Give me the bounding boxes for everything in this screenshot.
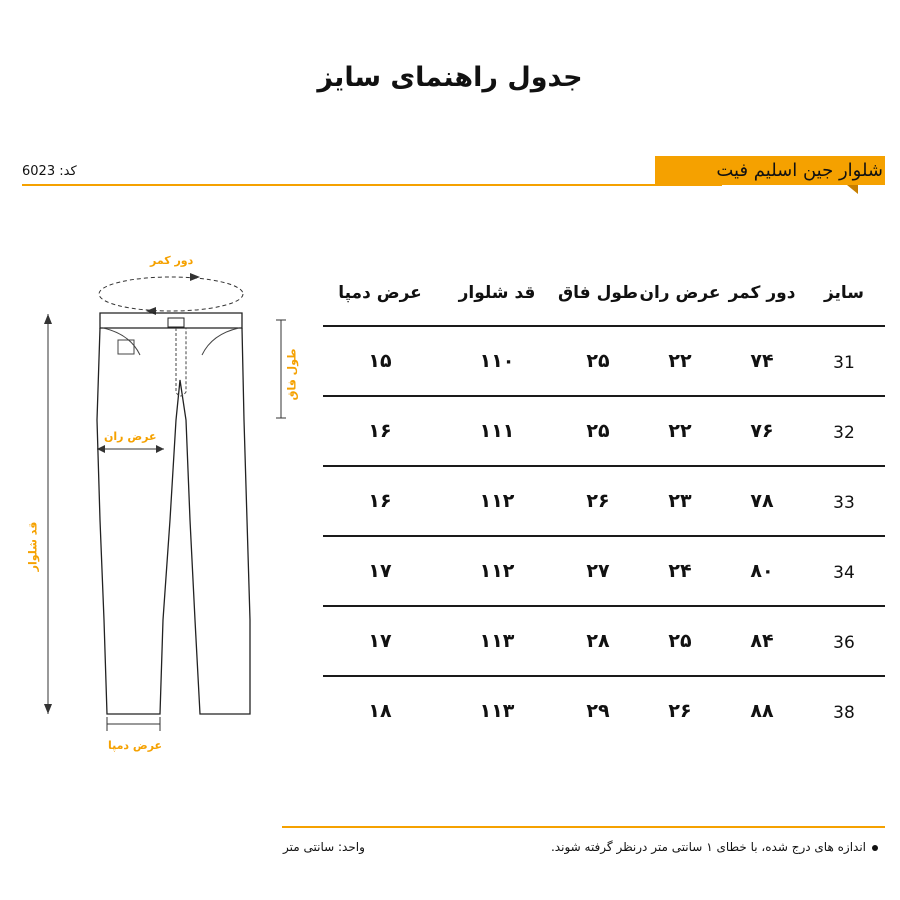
cell-hem: ۱۸ <box>368 700 392 722</box>
thigh-arrow-right <box>156 445 164 453</box>
waist-label: دور کمر <box>150 254 194 267</box>
jeans-pocket-right <box>202 328 239 355</box>
cell-length: ۱۱۳ <box>479 630 515 652</box>
cell-length: ۱۱۲ <box>479 560 515 582</box>
cell-hem: ۱۶ <box>368 490 392 512</box>
page-title: جدول راهنمای سایز <box>317 62 583 93</box>
cell-hem: ۱۵ <box>368 350 392 372</box>
cell-waist: ۸۸ <box>750 700 774 722</box>
header-size: سایز <box>823 283 865 303</box>
cell-size: 36 <box>833 633 855 653</box>
header-hem: عرض دمپا <box>338 283 422 303</box>
cell-waist: ۷۸ <box>750 490 774 512</box>
cell-hem: ۱۶ <box>368 420 392 442</box>
cell-waist: ۷۴ <box>750 350 774 372</box>
cell-waist: ۷۶ <box>750 420 774 442</box>
footer-note <box>551 840 878 854</box>
cell-length: ۱۱۰ <box>479 350 515 372</box>
table-row <box>323 327 885 397</box>
cell-size: 33 <box>833 493 855 513</box>
cell-rise: ۲۵ <box>586 420 610 442</box>
bullet-icon <box>872 845 878 851</box>
size-table <box>323 262 885 745</box>
rise-label: طول فاق <box>285 348 299 401</box>
table-row <box>323 677 885 745</box>
cell-rise: ۲۷ <box>586 560 610 582</box>
length-label: قد شلوار <box>26 521 40 572</box>
cell-rise: ۲۹ <box>586 700 610 722</box>
header-length: قد شلوار <box>458 283 536 303</box>
footer-note-text: اندازه های درج شده، با خطای ۱ سانتی متر درنظر گرفته شوند. <box>550 840 866 854</box>
header-thigh: عرض ران <box>639 283 721 303</box>
cell-thigh: ۲۵ <box>668 630 692 652</box>
header-rise: طول فاق <box>557 283 639 303</box>
waist-arrow-bottom <box>146 307 156 315</box>
cell-thigh: ۲۴ <box>668 560 692 582</box>
cell-hem: ۱۷ <box>368 560 392 582</box>
cell-size: 32 <box>833 423 855 443</box>
cell-rise: ۲۸ <box>586 630 610 652</box>
cell-size: 38 <box>833 703 855 723</box>
jeans-button <box>168 318 184 327</box>
cell-hem: ۱۷ <box>368 630 392 652</box>
table-header-row <box>323 262 885 327</box>
jeans-waistband <box>100 313 242 328</box>
waist-ellipse <box>99 277 243 311</box>
cell-thigh: ۲۳ <box>668 490 692 512</box>
table-row <box>323 607 885 677</box>
cell-thigh: ۲۶ <box>668 700 692 722</box>
header-waist: دور کمر <box>728 283 796 303</box>
cell-rise: ۲۶ <box>586 490 610 512</box>
cell-size: 31 <box>833 353 855 373</box>
thigh-label: عرض ران <box>104 430 157 443</box>
cell-thigh: ۲۲ <box>668 350 692 372</box>
product-name-tag: شلوار جین اسلیم فیت <box>655 156 885 185</box>
cell-length: ۱۱۳ <box>479 700 515 722</box>
table-row <box>323 397 885 467</box>
hem-label: عرض دمپا <box>108 739 163 752</box>
product-code-label: کد: <box>59 164 77 179</box>
waist-arrow-top <box>190 273 200 281</box>
length-arrow-bottom <box>44 704 52 714</box>
cell-size: 34 <box>833 563 855 583</box>
table-row <box>323 537 885 607</box>
table-row <box>323 467 885 537</box>
product-code-value: 6023 <box>22 164 56 179</box>
jeans-coin-pocket <box>118 340 134 354</box>
cell-waist: ۸۴ <box>750 630 774 652</box>
length-arrow-top <box>44 314 52 324</box>
footer-unit: واحد: سانتی متر <box>283 840 365 854</box>
cell-length: ۱۱۲ <box>479 490 515 512</box>
cell-waist: ۸۰ <box>750 560 774 582</box>
cell-rise: ۲۵ <box>586 350 610 372</box>
cell-length: ۱۱۱ <box>479 420 515 442</box>
jeans-outline <box>97 328 250 714</box>
cell-thigh: ۲۲ <box>668 420 692 442</box>
footer-divider <box>282 826 885 828</box>
